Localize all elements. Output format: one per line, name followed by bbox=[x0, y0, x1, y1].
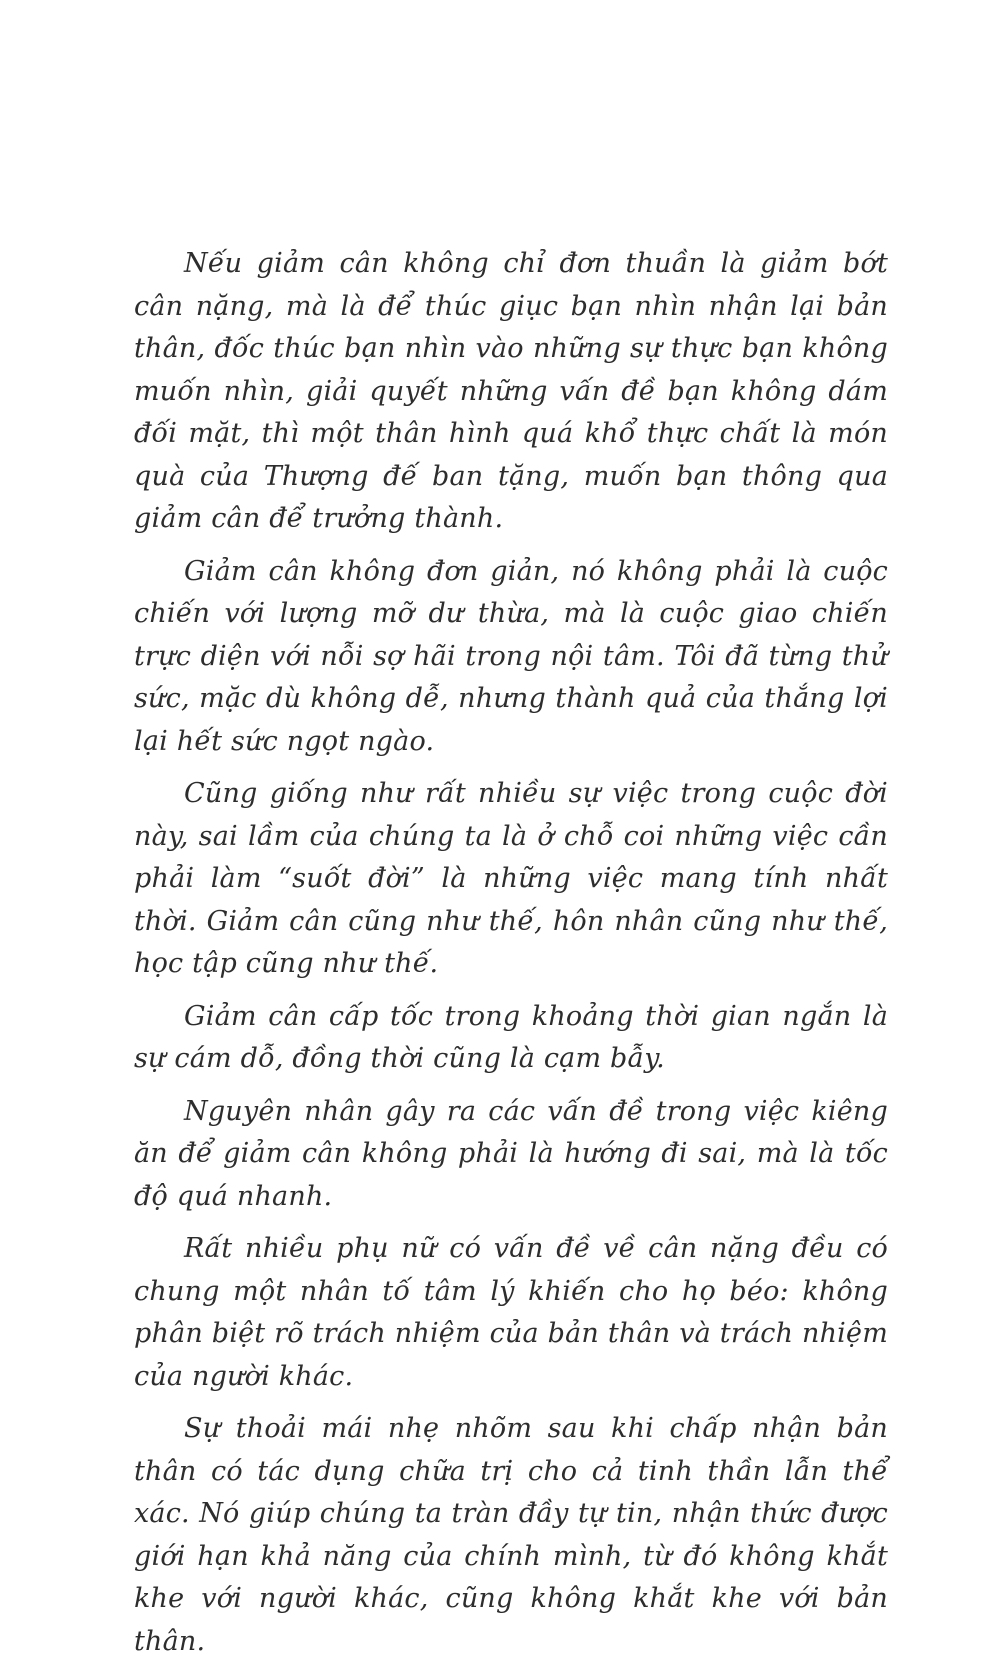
paragraph-4: Giảm cân cấp tốc trong khoảng thời gian ngắn là sự cám dỗ, đồng thời cũng là cạm bẫy. bbox=[134, 1000, 888, 1074]
page-text-block bbox=[134, 243, 888, 1663]
paragraph-2: Giảm cân không đơn giản, nó không phải là cuộc chiến với lượng mỡ dư thừa, mà là cuộc giao chiến trực diện với nỗi sợ hãi trong nội tâm. Tôi đã từng thử sức, mặc dù không dễ, nhưng thành quả của thắng lợi lại hết sức ngọt ngào. bbox=[134, 555, 888, 757]
paragraph-3: Cũng giống như rất nhiều sự việc trong cuộc đời này, sai lầm của chúng ta là ở chỗ coi những việc cần phải làm “suốt đời” là những việc mang tính nhất thời. Giảm cân cũng như thế, hôn nhân cũng như thế, học tập cũng như thế. bbox=[134, 778, 888, 979]
paragraph-1: Nếu giảm cân không chỉ đơn thuần là giảm bớt cân nặng, mà là để thúc giục bạn nhìn nhận lại bản thân, đốc thúc bạn nhìn vào những sự thực bạn không muốn nhìn, giải quyết những vấn đề bạn không dám đối mặt, thì một thân hình quá khổ thực chất là món quà của Thượng đế ban tặng, muốn bạn thông qua giảm cân để trưởng thành. bbox=[134, 248, 888, 534]
paragraph-5: Nguyên nhân gây ra các vấn đề trong việc kiêng ăn để giảm cân không phải là hướng đi sai, mà là tốc độ quá nhanh. bbox=[134, 1095, 888, 1212]
paragraph-6: Rất nhiều phụ nữ có vấn đề về cân nặng đều có chung một nhân tố tâm lý khiến cho họ béo: không phân biệt rõ trách nhiệm của bản thân và trách nhiệm của người khác. bbox=[134, 1233, 888, 1392]
paragraph-7: Sự thoải mái nhẹ nhõm sau khi chấp nhận bản thân có tác dụng chữa trị cho cả tinh thần lẫn thể xác. Nó giúp chúng ta tràn đầy tự tin, nhận thức được giới hạn khả năng của chính mình, từ đó không khắt khe với người khác, cũng không khắt khe với bản thân. bbox=[134, 1413, 888, 1657]
